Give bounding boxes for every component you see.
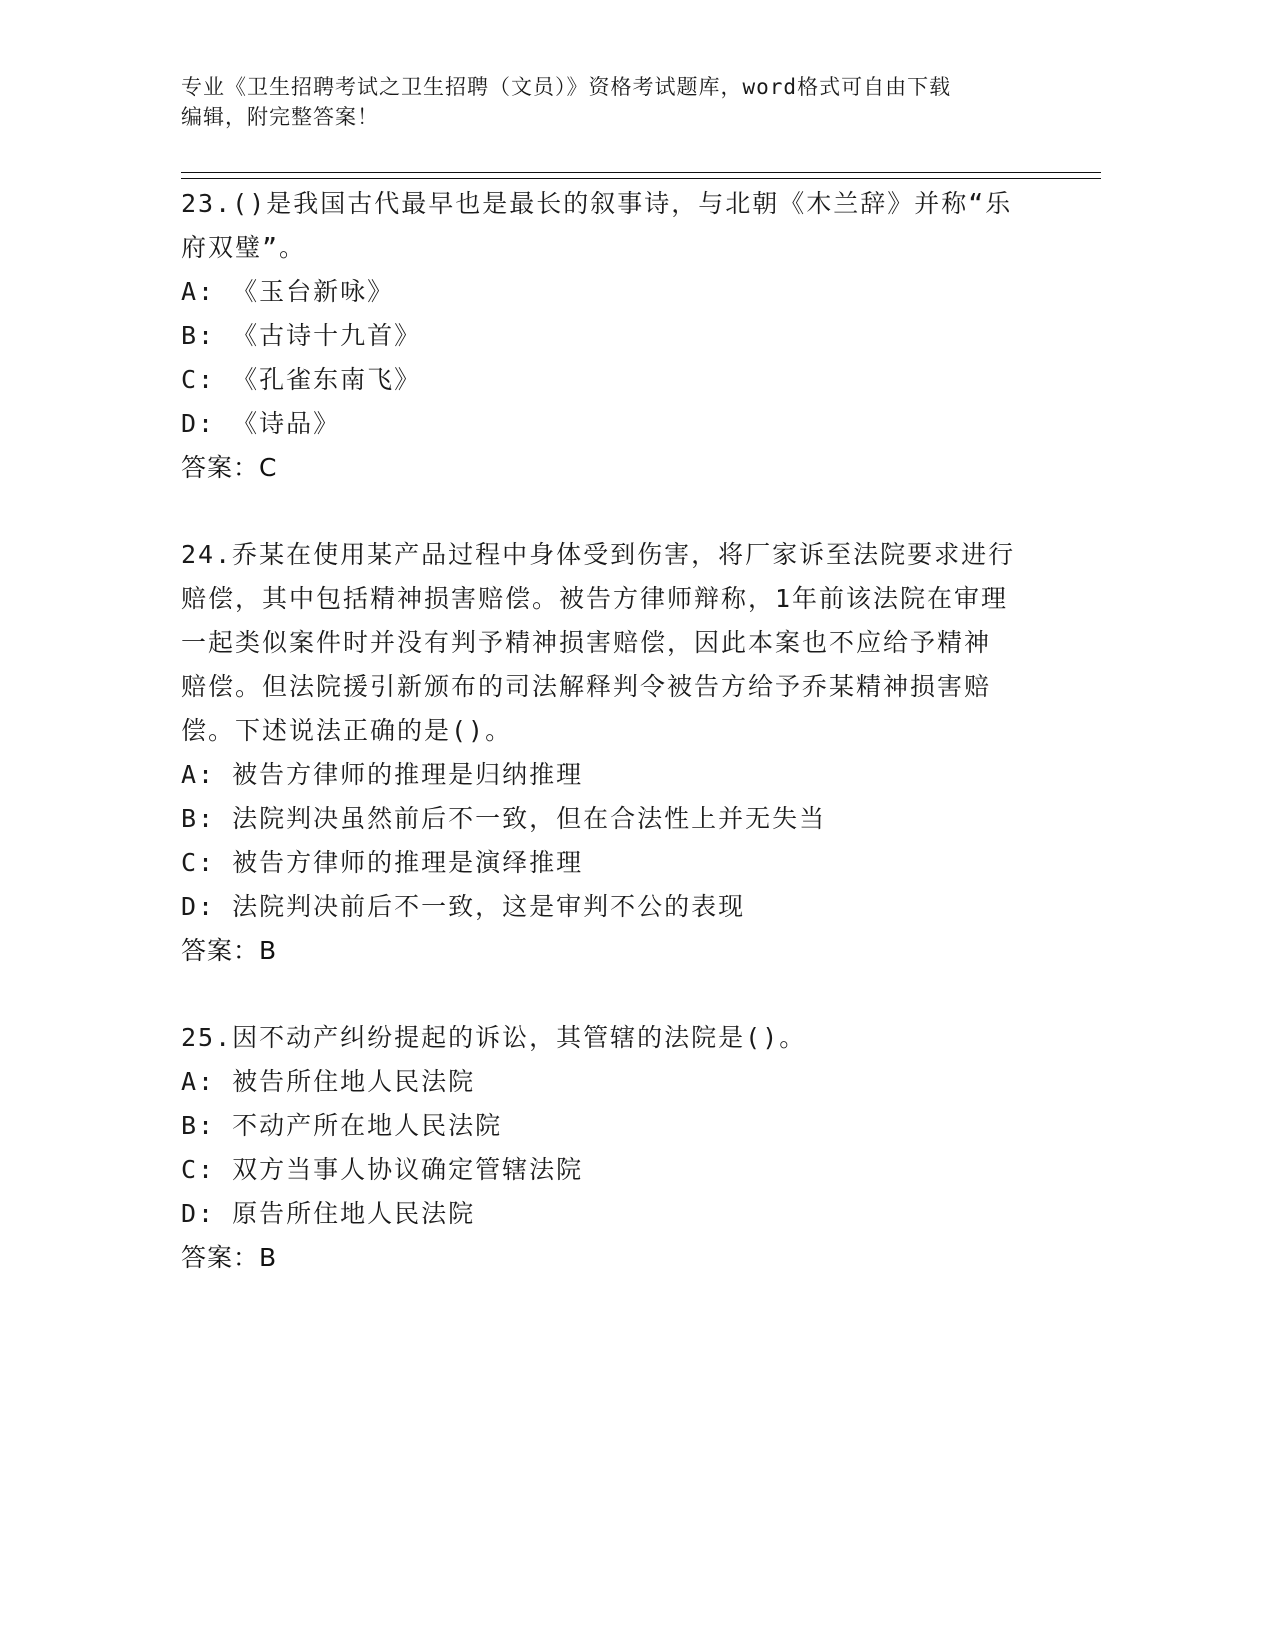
- option-c: C: 双方当事人协议确定管辖法院: [181, 1155, 584, 1184]
- question-stem-line: 偿。下述说法正确的是()。: [181, 716, 513, 745]
- header-line-2: 编辑，附完整答案！: [181, 105, 379, 129]
- question-stem-line: 赔偿。但法院援引新颁布的司法解释判令被告方给予乔某精神损害赔: [181, 672, 992, 701]
- question-25: [181, 1016, 1061, 1280]
- question-spacer: [181, 973, 1061, 1016]
- answer: 答案：C: [181, 453, 278, 482]
- question-24: [181, 533, 1061, 973]
- option-b: B: 法院判决虽然前后不一致，但在合法性上并无失当: [181, 804, 827, 833]
- header-rule-top: [181, 172, 1101, 173]
- option-a: A: 《玉台新咏》: [181, 277, 395, 306]
- option-d: D: 原告所住地人民法院: [181, 1199, 476, 1228]
- question-stem-line: 赔偿，其中包括精神损害赔偿。被告方律师辩称，1年前该法院在审理: [181, 584, 1009, 613]
- question-stem-line: 府双璧”。: [181, 233, 307, 262]
- option-a: A: 被告所住地人民法院: [181, 1067, 476, 1096]
- option-b: B: 不动产所在地人民法院: [181, 1111, 503, 1140]
- question-spacer: [181, 490, 1061, 533]
- question-23: [181, 182, 1061, 490]
- option-d: D: 法院判决前后不一致，这是审判不公的表现: [181, 892, 746, 921]
- option-d: D: 《诗品》: [181, 409, 341, 438]
- question-stem-line: 25.因不动产纠纷提起的诉讼，其管辖的法院是()。: [181, 1023, 807, 1052]
- answer: 答案：B: [181, 936, 278, 965]
- header-line-1: 专业《卫生招聘考试之卫生招聘（文员）》资格考试题库，word格式可自由下载: [181, 75, 952, 99]
- question-stem-line: 一起类似案件时并没有判予精神损害赔偿，因此本案也不应给予精神: [181, 628, 992, 657]
- question-stem-line: 24.乔某在使用某产品过程中身体受到伤害，将厂家诉至法院要求进行: [181, 540, 1016, 569]
- option-c: C: 《孔雀东南飞》: [181, 365, 422, 394]
- question-stem-line: 23.()是我国古代最早也是最长的叙事诗，与北朝《木兰辞》并称“乐: [181, 189, 1013, 218]
- option-a: A: 被告方律师的推理是归纳推理: [181, 760, 584, 789]
- option-c: C: 被告方律师的推理是演绎推理: [181, 848, 584, 877]
- question-list: [181, 182, 1061, 1280]
- document-header: [181, 72, 1061, 132]
- header-rule-bottom: [181, 178, 1101, 179]
- answer: 答案：B: [181, 1243, 278, 1272]
- option-b: B: 《古诗十九首》: [181, 321, 422, 350]
